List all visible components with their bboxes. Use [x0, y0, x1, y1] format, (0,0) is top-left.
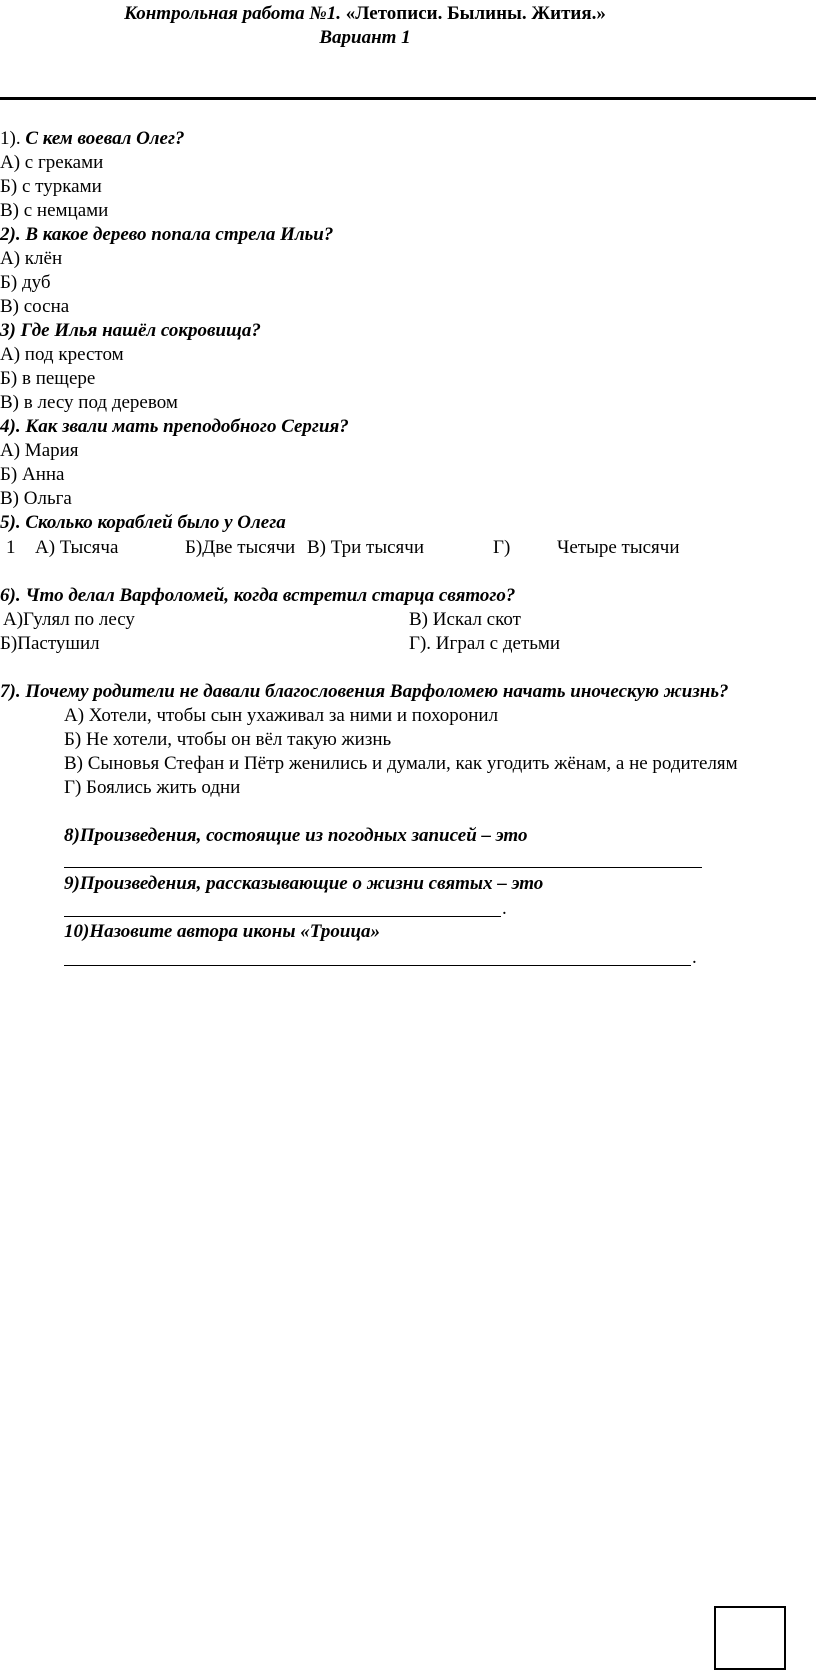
q4-option-a: А) Мария [0, 440, 79, 461]
q6-option-d: Г). Играл с детьми [409, 633, 561, 654]
q5-row-number: 1 [6, 537, 16, 558]
q9-end-dot: . [502, 898, 507, 919]
q1-option-c: В) с немцами [0, 200, 109, 221]
q1-option-b: Б) с турками [0, 176, 102, 197]
q2-option-a: А) клён [0, 248, 63, 269]
q6-option-b: Б)Пастушил [0, 633, 100, 654]
q3-option-c: В) в лесу под деревом [0, 392, 178, 413]
q2-option-b: Б) дуб [0, 272, 51, 293]
q8-answer-line[interactable] [64, 867, 702, 868]
q4-option-c: В) Ольга [0, 488, 72, 509]
title-rest: «Летописи. Былины. Жития.» [341, 3, 606, 24]
q9-answer-line[interactable] [64, 916, 501, 917]
header-divider [0, 97, 816, 100]
q5-option-a: А) Тысяча [35, 537, 119, 558]
question-4: 4). Как звали мать преподобного Сергия? [0, 416, 349, 437]
q6-option-c: В) Искал скот [409, 609, 521, 630]
q7-option-c: В) Сыновья Стефан и Пётр женились и думали, как угодить жёнам, а не родителям [64, 753, 738, 774]
q5-option-d-text: Четыре тысячи [557, 537, 680, 558]
question-7: 7). Почему родители не давали благословения Варфоломею начать иноческую жизнь? [0, 681, 729, 702]
q7-option-a: А) Хотели, чтобы сын ухаживал за ними и похоронил [64, 705, 499, 726]
q7-option-b: Б) Не хотели, чтобы он вёл такую жизнь [64, 729, 392, 750]
question-6: 6). Что делал Варфоломей, когда встретил старца святого? [0, 585, 516, 606]
q5-option-d: Г) [493, 537, 511, 558]
question-5: 5). Сколько кораблей было у Олега [0, 512, 286, 533]
question-2: 2). В какое дерево попала стрела Ильи? [0, 224, 334, 245]
q3-option-a: А) под крестом [0, 344, 124, 365]
q1-option-a: А) с греками [0, 152, 104, 173]
q5-option-b: Б)Две тысячи [185, 537, 296, 558]
q7-option-d: Г) Боялись жить одни [64, 777, 241, 798]
question-1-text: С кем воевал Олег? [25, 128, 185, 149]
q10-end-dot: . [692, 947, 697, 968]
question-8: 8)Произведения, состоящие из погодных записей – это [64, 825, 528, 846]
question-9: 9)Произведения, рассказывающие о жизни святых – это [64, 873, 544, 894]
question-3: 3) Где Илья нашёл сокровища? [0, 320, 261, 341]
question-10: 10)Назовите автора иконы «Троица» [64, 921, 381, 942]
q5-option-c: В) Три тысячи [307, 537, 425, 558]
q6-option-a: А)Гулял по лесу [3, 609, 135, 630]
q3-option-b: Б) в пещере [0, 368, 96, 389]
title-italic: Контрольная работа №1. [124, 3, 342, 24]
q10-answer-line[interactable] [64, 965, 691, 966]
question-1 [0, 127, 185, 151]
variant-label: Вариант 1 [319, 27, 411, 48]
q2-option-c: В) сосна [0, 296, 70, 317]
q4-option-b: Б) Анна [0, 464, 65, 485]
question-1-number: 1). [0, 128, 26, 149]
document-title [0, 2, 730, 26]
score-box [714, 1606, 786, 1670]
